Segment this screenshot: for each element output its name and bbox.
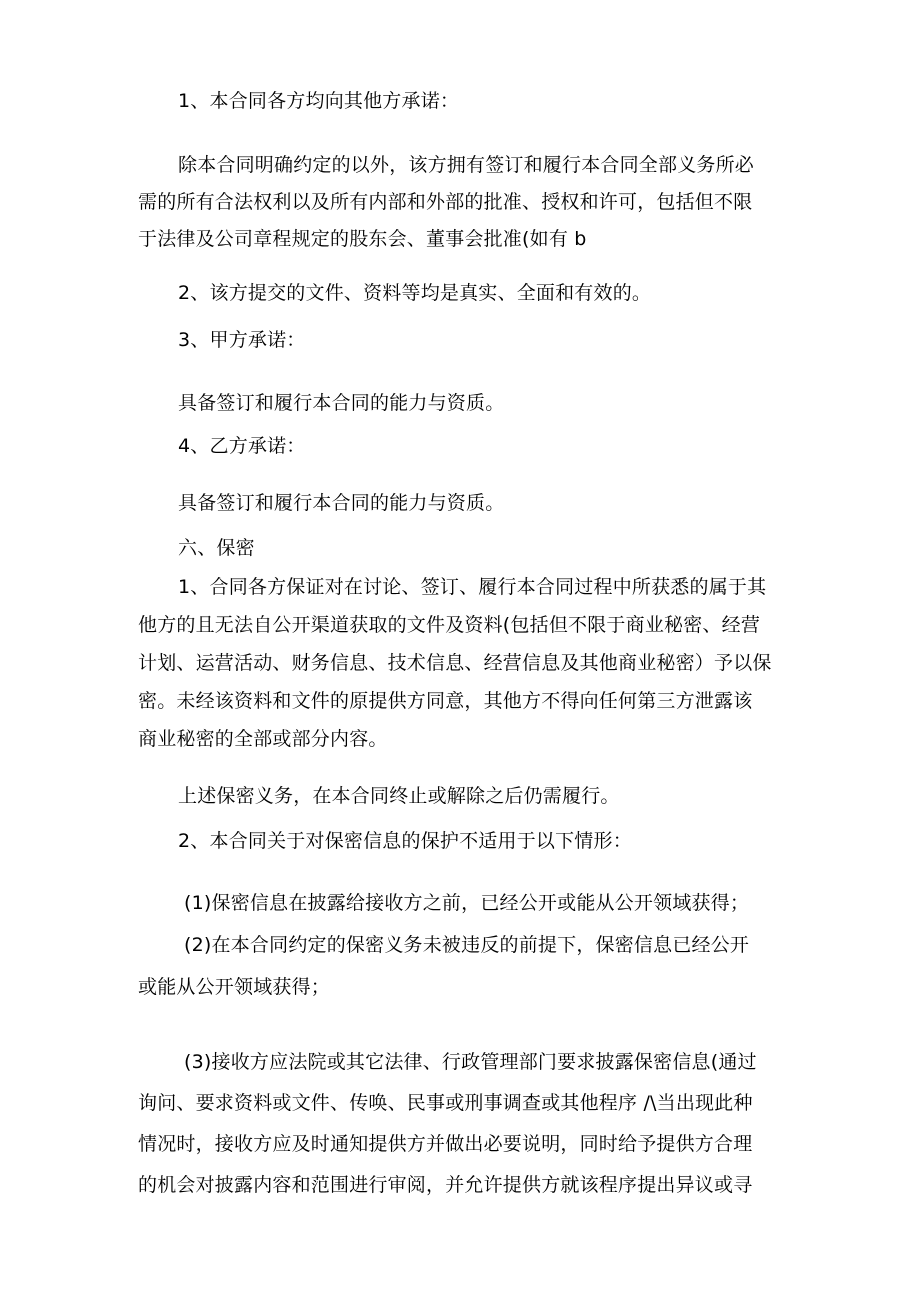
exception-2-line-1: (2)在本合同约定的保密义务未被违反的前提下，保密信息已经公开: [184, 934, 750, 956]
confidentiality-obligation: 上述保密义务，在本合同终止或解除之后仍需履行。: [178, 785, 620, 807]
clause-4-heading: 4、乙方承诺：: [178, 435, 306, 457]
clause-1-body-line-3: 于法律及公司章程规定的股东会、董事会批准(如有 b: [138, 228, 587, 250]
exception-3-line-4: 的机会对披露内容和范围进行审阅，并允许提供方就该程序提出异议或寻: [138, 1174, 753, 1196]
exception-3-line-1: (3)接收方应法院或其它法律、行政管理部门要求披露保密信息(通过: [184, 1051, 757, 1073]
exception-3-line-2: 询问、要求资料或文件、传唤、民事或刑事调查或其他程序 /\当出现此种: [138, 1092, 753, 1114]
confidentiality-1-line-4: 密。未经该资料和文件的原提供方同意，其他方不得向任何第三方泄露该: [138, 690, 753, 712]
section-6-heading: 六、保密: [178, 537, 255, 559]
clause-2: 2、该方提交的文件、资料等均是真实、全面和有效的。: [178, 282, 652, 304]
confidentiality-1-line-2: 他方的且无法自公开渠道获取的文件及资料(包括但不限于商业秘密、经营: [138, 614, 761, 636]
confidentiality-1-line-5: 商业秘密的全部或部分内容。: [138, 728, 388, 750]
confidentiality-1-line-3: 计划、运营活动、财务信息、技术信息、经营信息及其他商业秘密）予以保: [138, 652, 772, 674]
exception-3-line-3: 情况时，接收方应及时通知提供方并做出必要说明，同时给予提供方合理: [138, 1133, 753, 1155]
exception-2-line-2: 或能从公开领域获得；: [138, 976, 331, 998]
clause-1-body-line-2: 需的所有合法权利以及所有内部和外部的批准、授权和许可，包括但不限: [138, 191, 753, 213]
confidentiality-2-heading: 2、本合同关于对保密信息的保护不适用于以下情形：: [178, 830, 632, 852]
clause-1-body-line-1: 除本合同明确约定的以外，该方拥有签订和履行本合同全部义务所必: [178, 154, 755, 176]
clause-3-body: 具备签订和履行本合同的能力与资质。: [178, 392, 505, 414]
clause-3-heading: 3、甲方承诺：: [178, 329, 306, 351]
confidentiality-1-line-1: 1、合同各方保证对在讨论、签订、履行本合同过程中所获悉的属于其: [178, 576, 767, 598]
clause-1-heading: 1、本合同各方均向其他方承诺：: [178, 90, 460, 112]
exception-1: (1)保密信息在披露给接收方之前，已经公开或能从公开领域获得；: [184, 892, 750, 914]
clause-4-body: 具备签订和履行本合同的能力与资质。: [178, 492, 505, 514]
